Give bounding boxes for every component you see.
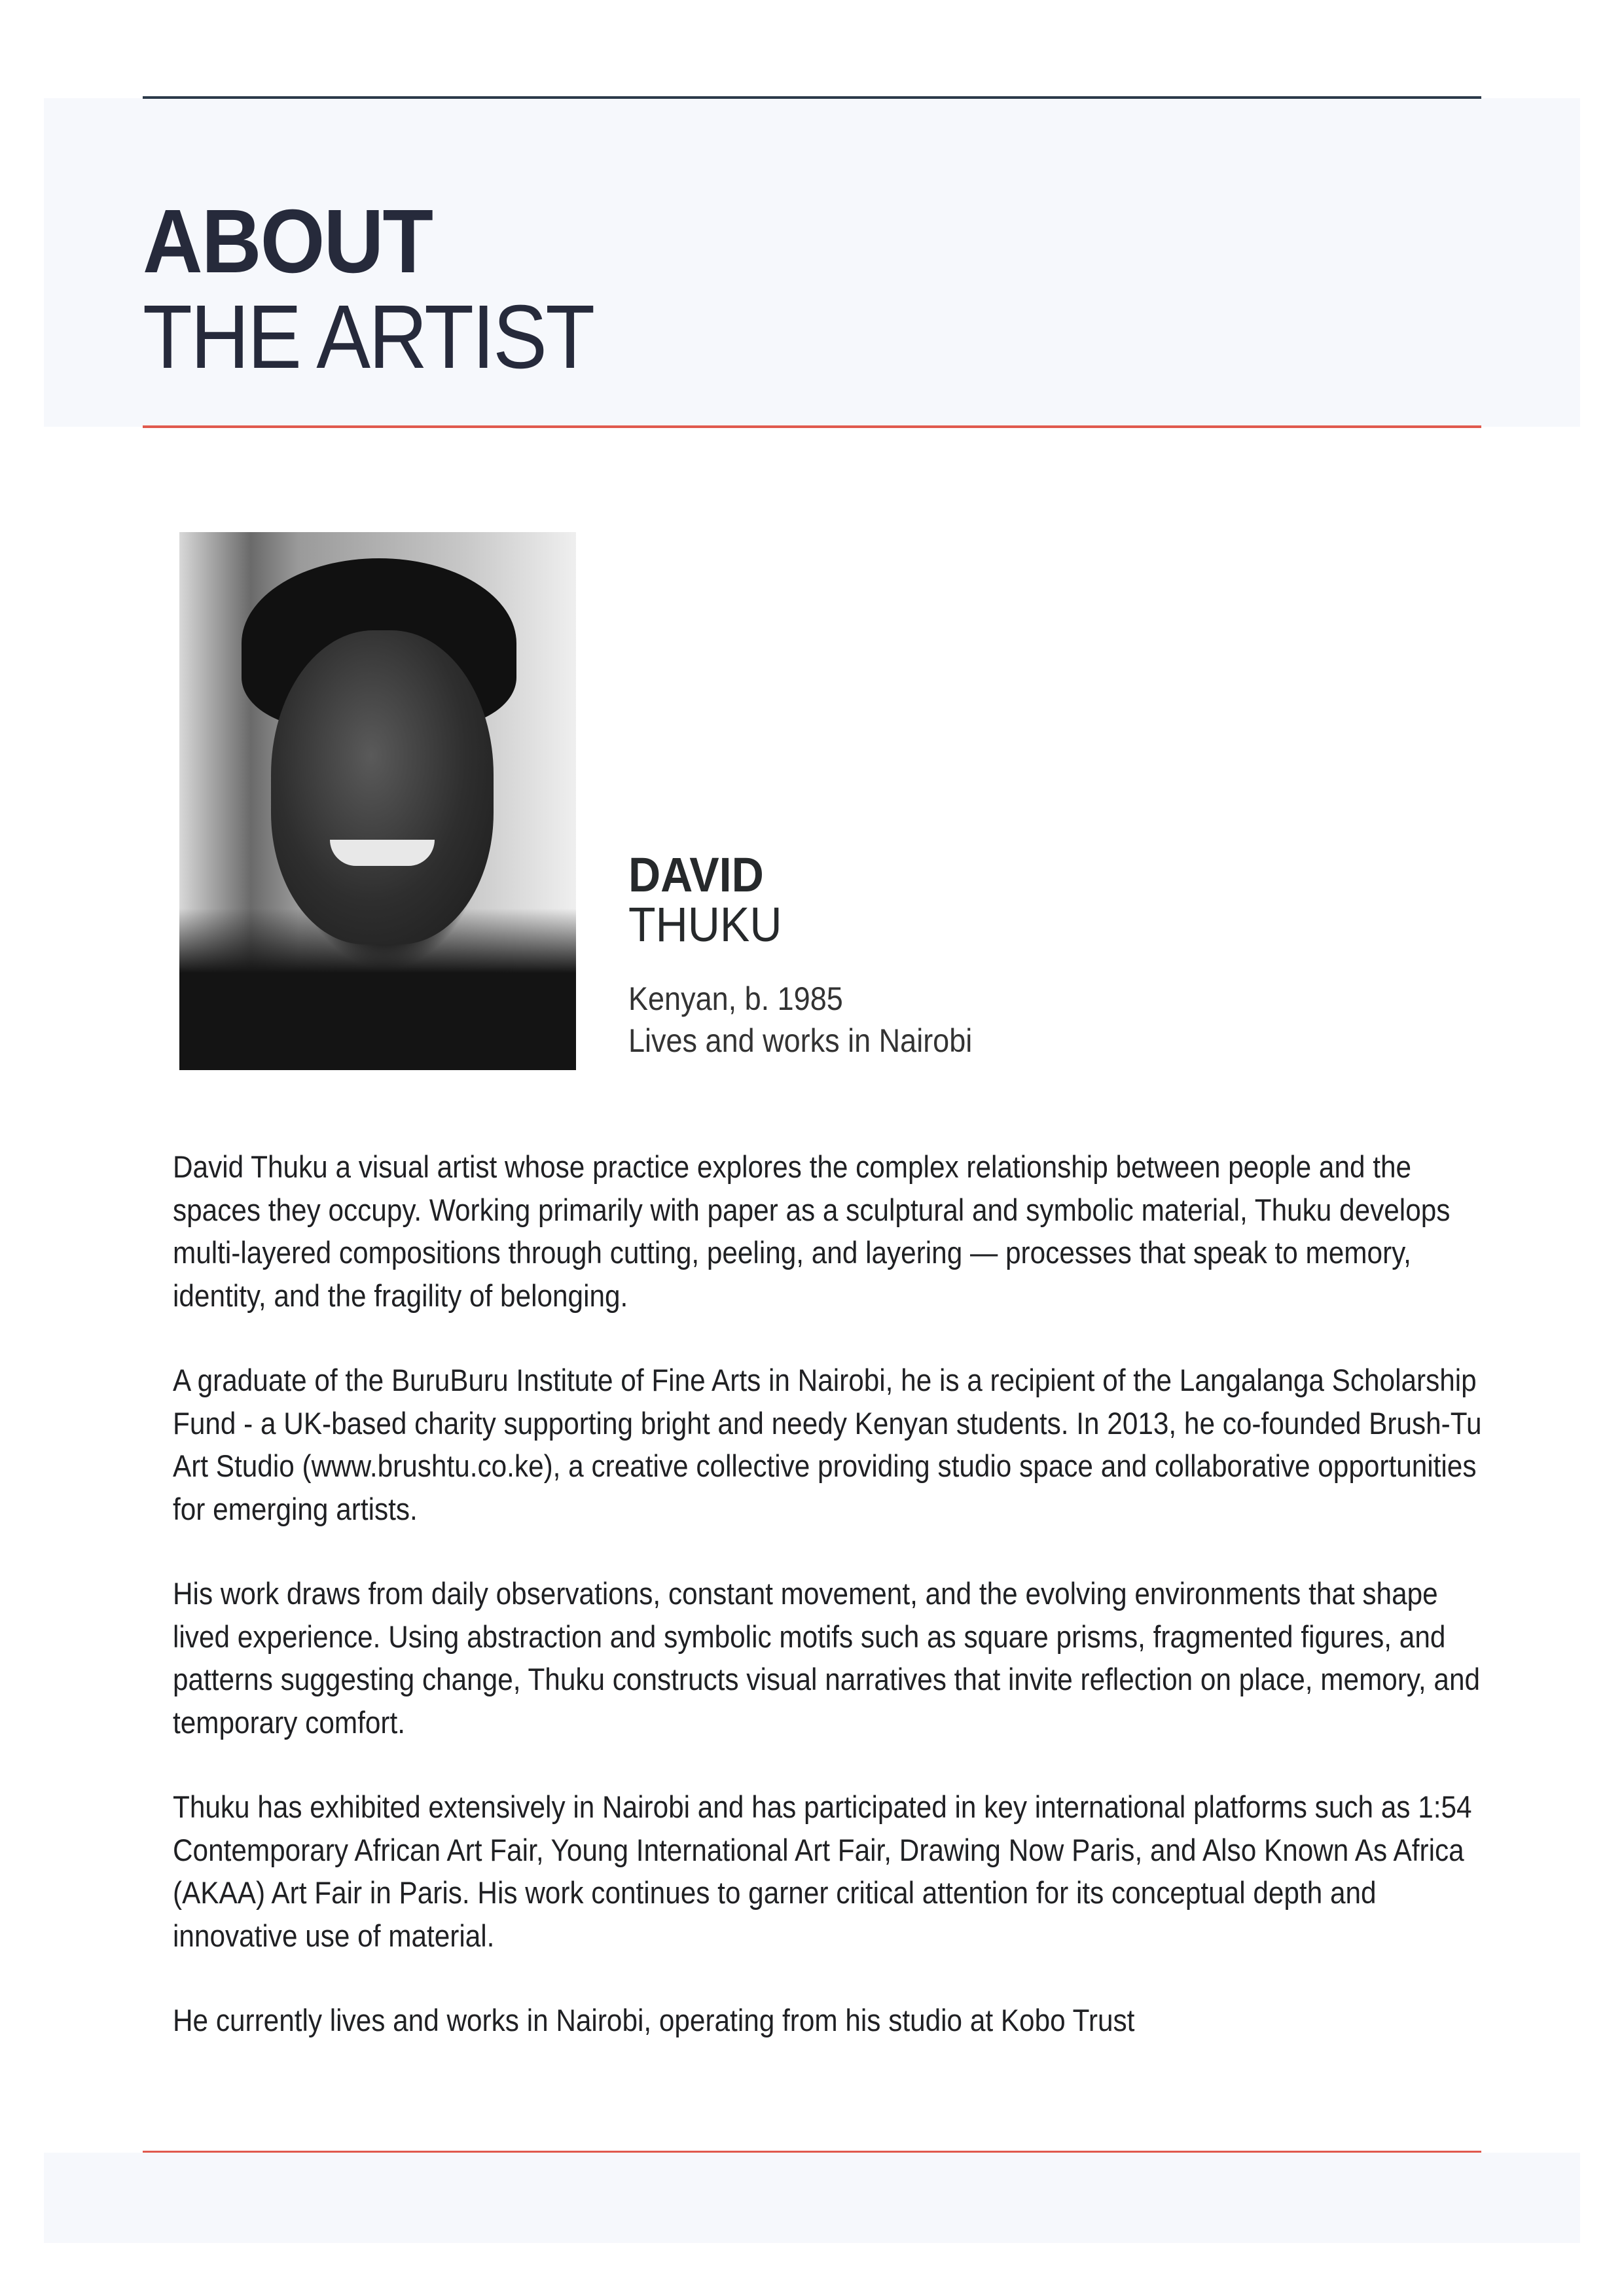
artist-location: Lives and works in Nairobi: [628, 1022, 973, 1059]
bio-paragraph: A graduate of the BuruBuru Institute of Fine Arts in Nairobi, he is a recipient of the Langalanga Scholarship Fund - a UK-based charity supporting bright and needy Kenyan students. In 2013, he co-founded Brush-Tu Art Studio (www.brushtu.co.ke), a creative collective providing studio space and collaborative opportunities for emerging artists.: [173, 1363, 1482, 1526]
footer-panel: [44, 2153, 1580, 2243]
page-title-light: THE ARTIST: [143, 287, 594, 387]
portrait-smile-shape: [330, 840, 435, 866]
artist-portrait: [179, 532, 576, 1070]
artist-nationality: Kenyan, b. 1985: [628, 980, 843, 1017]
artist-biography: [173, 1145, 1482, 2084]
bio-paragraph: Thuku has exhibited extensively in Nairobi and has participated in key international platforms such as 1:54 Contemporary African Art Fair, Young International Art Fair, Drawing Now Paris, and Also Known As Africa (AKAA) Art Fair in Paris. His work continues to garner critical attention for its conceptual depth and innovative use of material.: [173, 1789, 1472, 1953]
top-divider: [143, 96, 1481, 99]
artist-first-name: DAVID: [628, 848, 764, 902]
page-title-bold: ABOUT: [143, 191, 433, 292]
artist-name: [628, 848, 795, 952]
page-title: [143, 191, 643, 387]
header-accent-divider: [143, 425, 1481, 428]
artist-meta: [628, 978, 1011, 1062]
bio-paragraph: David Thuku a visual artist whose practice explores the complex relationship between people and the spaces they occupy. Working primarily with paper as a sculptural and symbolic material, Thuku develops multi-layered compositions through cutting, peeling, and layering — processes that speak to memory, identity, and the fragility of belonging.: [173, 1149, 1451, 1313]
bio-paragraph: He currently lives and works in Nairobi, operating from his studio at Kobo Trust: [173, 2003, 1135, 2037]
bio-paragraph: His work draws from daily observations, constant movement, and the evolving environments that shape lived experience. Using abstraction and symbolic motifs such as square prisms, fragmented figures, and patterns suggesting change, Thuku constructs visual narratives that invite reflection on place, memory, and temporary comfort.: [173, 1576, 1481, 1740]
portrait-face-shape: [271, 630, 494, 944]
artist-last-name: THUKU: [628, 897, 782, 952]
